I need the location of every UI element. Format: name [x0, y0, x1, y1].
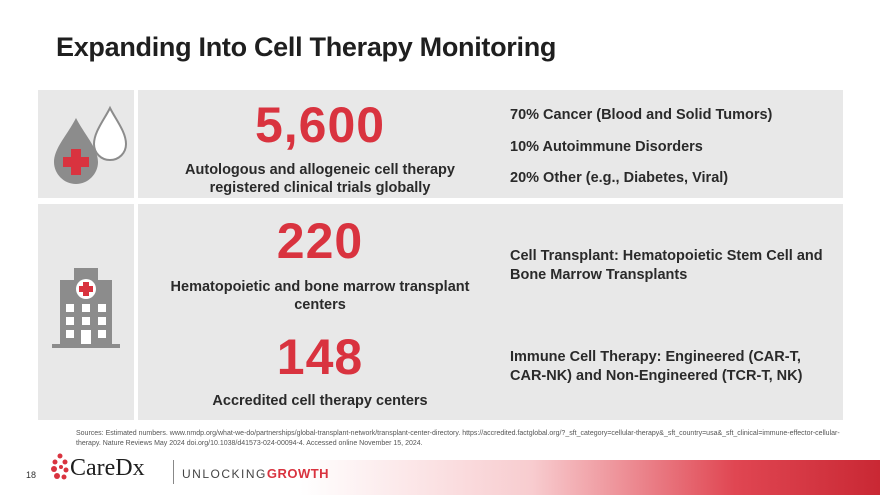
hospital-building-icon — [38, 204, 134, 420]
immune-therapy-desc-2: CAR-NK) and Non-Engineered (TCR-T, NK) — [510, 368, 803, 384]
caredx-brand: CareDx — [70, 455, 145, 481]
immune-therapy-desc-1: Immune Cell Therapy: Engineered (CAR-T, — [510, 349, 801, 365]
cell-transplant-desc-1: Cell Transplant: Hematopoietic Stem Cell and — [510, 248, 823, 264]
blood-drop-with-cross-icon — [38, 90, 134, 198]
therapy-centers-caption: Accredited cell therapy centers — [212, 393, 428, 409]
tagline-emphasis: GROWTH — [266, 466, 330, 481]
page-number: 18 — [26, 470, 37, 480]
cell-transplant-desc-2: Bone Marrow Transplants — [510, 267, 688, 283]
sources-line-1: Sources: Estimated numbers. www.nmdp.org/what-we-do/partnerships/global-transplant-network/transplant-center-directory. https://accredited.factglobal.org/?_sft_category=cellular-therapy&_sft_country=usa&_sft_clinical=immune-effector-cellular- — [76, 430, 840, 437]
trials-stat-caption-1: Autologous and allogeneic cell therapy — [185, 162, 455, 178]
transplant-centers-stat-value: 220 — [276, 213, 364, 269]
trials-stat-value: 5,600 — [254, 97, 386, 153]
footer-gradient-band — [300, 460, 880, 495]
slide-title: Expanding Into Cell Therapy Monitoring — [56, 32, 557, 62]
hospital-icon-panel — [38, 204, 134, 420]
transplant-centers-caption-1: Hematopoietic and bone marrow transplant — [170, 279, 470, 295]
sources-footnote — [76, 429, 846, 449]
breakdown-other: 20% Other (e.g., Diabetes, Viral) — [510, 170, 729, 186]
breakdown-cancer: 70% Cancer (Blood and Solid Tumors) — [510, 107, 773, 123]
footer-divider — [173, 460, 174, 484]
therapy-centers-stat-value: 148 — [276, 329, 364, 385]
sources-line-2: therapy. Nature Reviews May 2024 doi.org/10.1038/d41573-024-00094-4. Accessed online November 15, 2024. — [76, 440, 423, 447]
transplant-centers-caption-2: centers — [294, 297, 346, 313]
caredx-dot-logo-icon — [50, 452, 70, 482]
blood-icon-panel — [38, 90, 134, 198]
breakdown-autoimmune: 10% Autoimmune Disorders — [510, 139, 703, 155]
trials-stat-caption-2: registered clinical trials globally — [209, 180, 431, 196]
unlocking-growth-tagline — [182, 466, 329, 481]
tagline-prefix: UNLOCKING — [182, 467, 267, 481]
